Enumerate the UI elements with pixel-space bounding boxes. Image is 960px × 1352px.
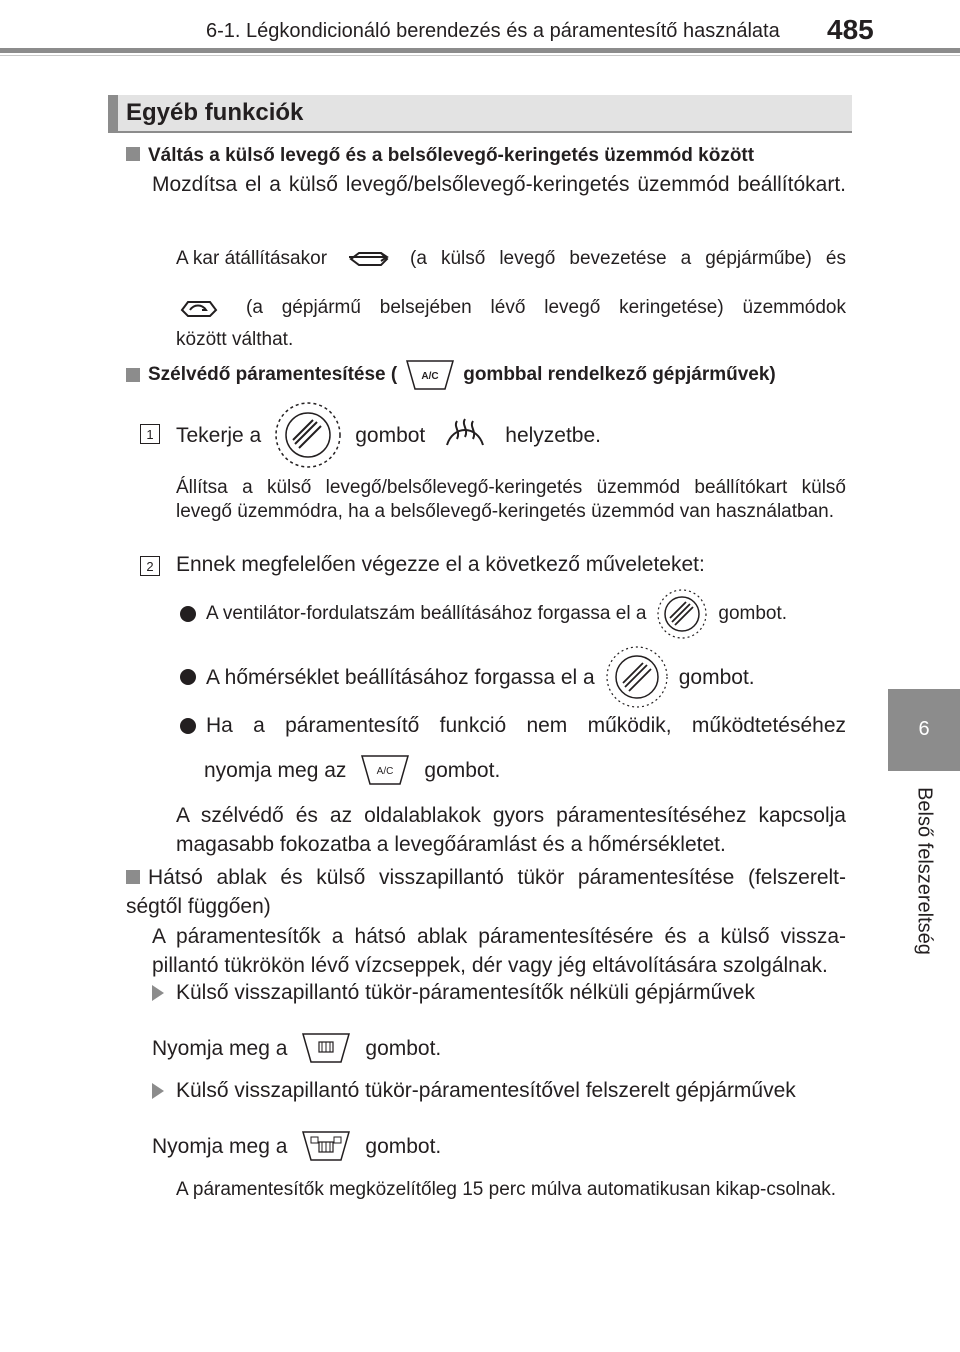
heading-windshield-a: Szélvédő páramentesítése (: [148, 364, 398, 385]
heading-windshield-b: gombbal rendelkező gépjárművek): [463, 364, 776, 385]
step-1-a: Tekerje a: [176, 423, 262, 447]
heading-air-mode-text: Váltás a külső levegő és a belsőlevegő-keringetés üzemmód között: [148, 145, 755, 166]
sub-no-mirror: [152, 978, 755, 1007]
mode-dial-icon: [273, 400, 343, 470]
header-rule-thin: [0, 55, 960, 56]
bullet-temp: [180, 645, 755, 709]
triangle-bullet-icon: [152, 985, 164, 1001]
note-line-1: [176, 247, 846, 271]
step-1-line: [176, 400, 601, 470]
bullet-temp-b: gombot.: [678, 665, 755, 689]
bullet-dot-icon: [180, 718, 196, 734]
step-1-note: Állítsa a külső levegő/belsőlevegő-keringetés üzemmód beállítókart külső levegő üzemmódra, ha a belsőlevegő-keringetés üzemmód van használatban.: [176, 477, 846, 522]
heading-windshield: [126, 357, 776, 393]
ac-button-icon: [405, 357, 455, 393]
step-1-c: helyzetbe.: [505, 423, 601, 447]
windshield-defrost-icon: [443, 417, 487, 453]
heading-rear-defrost-text: Hátsó ablak és külső visszapillantó tükör páramentesítése (felszerelt-ségtől függően): [126, 866, 846, 918]
bullet-dot-icon: [180, 669, 196, 685]
sub-no-mirror-text: Külső visszapillantó tükör-páramentesítők nélküli gépjárművek: [176, 981, 755, 1004]
chapter-label: Belső felszereltség: [913, 787, 936, 955]
sub-mirror: [152, 1076, 796, 1105]
bullet-temp-a: A hőmérséklet beállításához forgassa el a: [206, 665, 595, 689]
note-1a: A kar átállításakor: [176, 248, 328, 269]
sub-no-mirror-action: [152, 1030, 441, 1066]
mirror-defrost-button-icon: [301, 1128, 351, 1164]
svg-text:A/C: A/C: [377, 766, 394, 777]
note-line-2: [176, 296, 846, 320]
sub-mirror-action: [152, 1128, 441, 1164]
bullet-defrost: [180, 711, 846, 740]
bullet-fan-b: gombot.: [718, 603, 788, 624]
bullet-fan-a: A ventilátor-fordulatszám beállításához forgassa el a: [206, 603, 647, 624]
svg-text:A/C: A/C: [421, 371, 439, 382]
bullet-defrost-c: gombot.: [424, 758, 501, 782]
chapter-tab[interactable]: 6: [888, 689, 960, 771]
paragraph-air-mode-text: Mozdítsa el a külső levegő/belsőlevegő-keringetés üzemmód beállítókart.: [152, 173, 846, 196]
sub1-b: gombot.: [365, 1036, 442, 1060]
sub2-a: Nyomja meg a: [152, 1134, 288, 1158]
section-title: Egyéb funkciók: [126, 99, 304, 126]
bullet-defrost-line2: [204, 752, 500, 788]
page-number: 485: [827, 14, 874, 45]
rear-defrost-button-icon: [301, 1030, 351, 1066]
fan-dial-icon: [656, 588, 708, 640]
chapter-label-box: [888, 771, 960, 971]
step-2-badge: 2: [140, 556, 160, 576]
bullet-dot-icon: [180, 606, 196, 622]
step-1-badge: 1: [140, 424, 160, 444]
heading-air-mode: [126, 145, 754, 167]
outside-air-icon: [347, 247, 391, 271]
rear-defrost-text: A páramentesítők a hátsó ablak páramentesítésére és a külső vissza-pillantó tükrökön lévő vízcseppek, dér vagy jég eltávolítására szolgálnak.: [152, 925, 846, 977]
heading-rear-defrost: [126, 863, 846, 921]
sub1-a: Nyomja meg a: [152, 1036, 288, 1060]
note-1d: között válthat.: [176, 329, 294, 350]
paragraph-air-mode: [152, 170, 846, 199]
note-1b: (a külső levegő bevezetése a gépjárműbe) és: [410, 248, 846, 269]
sub2-b: gombot.: [365, 1134, 442, 1158]
square-bullet-icon: [126, 147, 140, 161]
ac-button-icon: [360, 752, 410, 788]
step-2-text: Ennek megfelelően végezze el a következő műveleteket:: [176, 553, 705, 576]
square-bullet-icon: [126, 870, 140, 884]
bullet-fan: [180, 588, 787, 640]
bullet-defrost-a: Ha a páramentesítő funkció nem működik, működtetéséhez: [206, 714, 846, 737]
sub-mirror-text: Külső visszapillantó tükör-páramentesítővel felszerelt gépjárművek: [176, 1079, 796, 1102]
temperature-dial-icon: [605, 645, 669, 709]
square-bullet-icon: [126, 368, 140, 382]
triangle-bullet-icon: [152, 1083, 164, 1099]
step-1-b: gombot: [355, 423, 426, 447]
note-1c: (a gépjármű belsejében lévő levegő keringetése) üzemmódok: [246, 297, 846, 318]
auto-off-note: A páramentesítők megközelítőleg 15 perc múlva automatikusan kikap-csolnak.: [176, 1179, 837, 1200]
windshield-note: A szélvédő és az oldalablakok gyors páramentesítéséhez kapcsolja magasabb fokozatba a levegőáramlást és a hőmérsékletet.: [176, 804, 846, 856]
header-title: 6-1. Légkondicionáló berendezés és a páramentesítő használata: [206, 20, 780, 42]
section-title-underline: [108, 131, 852, 133]
header-rule: [0, 48, 960, 53]
recirculation-icon: [176, 296, 220, 320]
bullet-defrost-b: nyomja meg az: [204, 758, 347, 782]
